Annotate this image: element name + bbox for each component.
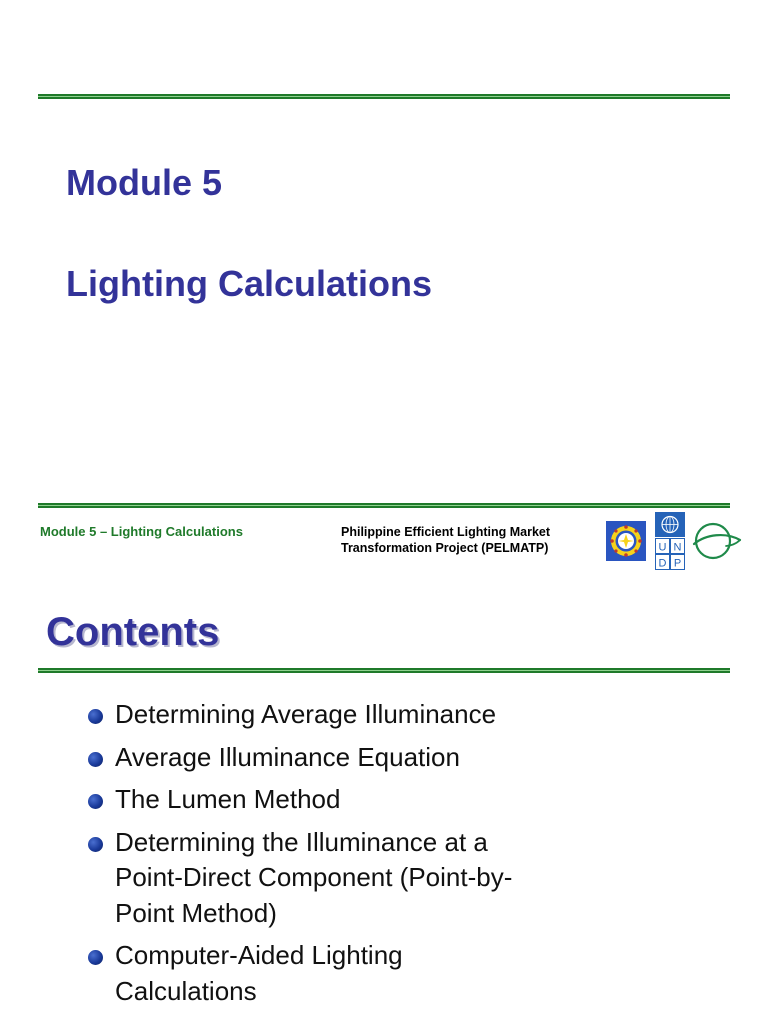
list-item-text: The Lumen Method <box>115 784 341 814</box>
footer-module-label: Module 5 – Lighting Calculations <box>40 524 243 539</box>
list-item-text: Determining Average Illuminance <box>115 699 497 729</box>
bullet-dot-icon <box>88 709 103 724</box>
list-item <box>86 782 606 818</box>
list-item-text: Point-Direct Component (Point-by- <box>115 862 513 892</box>
list-item <box>86 697 606 733</box>
bullet-dot-icon <box>88 837 103 852</box>
sun-seal-icon <box>606 521 646 561</box>
list-item-text: Calculations <box>115 975 257 1006</box>
footer-divider <box>38 503 730 508</box>
list-item-text: Average Illuminance Equation <box>115 741 460 772</box>
contents-divider <box>38 668 730 673</box>
undp-letter-d: D <box>658 557 667 570</box>
undp-letter-p: P <box>673 557 682 570</box>
contents-heading: Contents <box>46 610 220 654</box>
undp-letter-n: N <box>673 541 682 554</box>
bullet-dot-icon <box>88 950 103 965</box>
list-item <box>86 825 606 932</box>
list-item-text: Computer-Aided Lighting <box>115 940 403 970</box>
list-item <box>86 938 606 1009</box>
footer-project-name <box>341 524 550 556</box>
top-divider <box>38 94 730 99</box>
undp-letter-u: U <box>658 541 667 554</box>
footer-project-line1: Philippine Efficient Lighting Market <box>341 525 551 539</box>
module-title: Module 5 <box>66 162 223 203</box>
footer-project-line2: Transformation Project (PELMATP) <box>341 541 549 555</box>
list-item-text: Determining the Illuminance at a <box>115 826 488 857</box>
orbit-globe-icon <box>692 520 742 562</box>
list-item <box>86 740 606 776</box>
bullet-dot-icon <box>88 752 103 767</box>
contents-list <box>86 697 606 1016</box>
bullet-dot-icon <box>88 794 103 809</box>
list-item-text: Point Method) <box>115 897 277 928</box>
topic-title: Lighting Calculations <box>66 263 432 304</box>
un-emblem-icon <box>655 512 685 570</box>
